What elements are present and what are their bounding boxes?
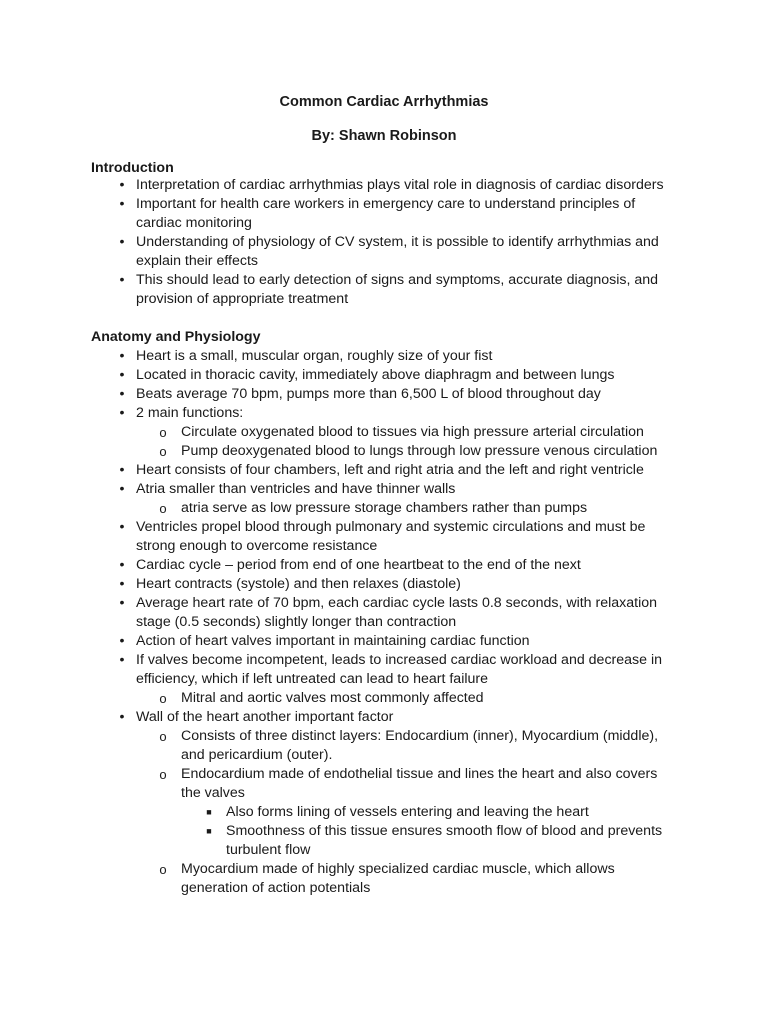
sub-sub-list-item-text: Smoothness of this tissue ensures smooth flow of blood and prevents turbulent flow [226, 823, 663, 858]
list-item-text: Located in thoracic cavity, immediately above diaphragm and between lungs [136, 367, 615, 383]
bullet-icon: • [119, 405, 125, 421]
list-item-text: Average heart rate of 70 bpm, each cardiac cycle lasts 0.8 seconds, with relaxation stage (0.5 seconds) slightly longer than contraction [136, 595, 658, 630]
sub-list-item-text: Endocardium made of endothelial tissue and lines the heart and also covers the valves [181, 766, 658, 801]
list-item-text: Important for health care workers in emergency care to understand principles of cardiac monitoring [136, 196, 636, 231]
document-author: By: Shawn Robinson [311, 128, 457, 144]
circle-bullet-icon: o [159, 444, 167, 459]
list-item [0, 518, 768, 556]
circle-bullet-icon: o [159, 729, 167, 744]
list-item-text: Wall of the heart another important factor [136, 709, 394, 725]
sub-sub-list-item-text: Also forms lining of vessels entering and leaving the heart [226, 804, 589, 820]
circle-bullet-icon: o [159, 501, 167, 516]
list-item [0, 385, 768, 404]
bullet-icon: • [119, 234, 125, 250]
list-item-text: 2 main functions: [136, 405, 244, 421]
circle-bullet-icon: o [159, 425, 167, 440]
bullet-icon: • [119, 481, 125, 497]
sub-sub-list-item [181, 803, 678, 822]
circle-bullet-icon: o [159, 862, 167, 877]
sub-list-item-text: Mitral and aortic valves most commonly affected [181, 690, 484, 706]
list-item [0, 176, 768, 195]
list-item [0, 632, 768, 651]
sub-sub-list [181, 803, 678, 860]
bullet-icon: • [119, 519, 125, 535]
section-heading-introduction: Introduction [91, 160, 174, 176]
bullet-icon: • [119, 196, 125, 212]
sub-list-item [136, 860, 678, 898]
sub-list-item [136, 423, 678, 442]
list-item-text: Understanding of physiology of CV system, it is possible to identify arrhythmias and explain their effects [136, 234, 659, 269]
section-heading-anatomy: Anatomy and Physiology [91, 329, 261, 345]
sub-list-item-text: Circulate oxygenated blood to tissues via high pressure arterial circulation [181, 424, 644, 440]
sub-list-item [136, 765, 678, 860]
list-item [0, 594, 768, 632]
bullet-icon: • [119, 462, 125, 478]
bullet-icon: • [119, 177, 125, 193]
sub-list-item-text: atria serve as low pressure storage chambers rather than pumps [181, 500, 588, 516]
list-item [0, 556, 768, 575]
document-title: Common Cardiac Arrhythmias [279, 94, 489, 110]
sub-list [136, 727, 678, 898]
list-item [0, 651, 768, 708]
list-item [0, 708, 768, 898]
bullet-icon: • [119, 386, 125, 402]
list-item-text: Beats average 70 bpm, pumps more than 6,500 L of blood throughout day [136, 386, 601, 402]
list-item-text: Heart consists of four chambers, left and right atria and the left and right ventricle [136, 462, 644, 478]
anatomy-list [0, 347, 768, 898]
list-item [0, 404, 768, 461]
list-item-text: Action of heart valves important in maintaining cardiac function [136, 633, 530, 649]
bullet-icon: • [119, 348, 125, 364]
bullet-icon: • [119, 595, 125, 611]
list-item [0, 195, 768, 233]
circle-bullet-icon: o [159, 691, 167, 706]
list-item [0, 461, 768, 480]
bullet-icon: • [119, 652, 125, 668]
sub-list-item [136, 499, 678, 518]
list-item-text: If valves become incompetent, leads to increased cardiac workload and decrease in efficiency, which if left untreated can lead to heart failure [136, 652, 663, 687]
list-item [0, 480, 768, 518]
list-item-text: Ventricles propel blood through pulmonary and systemic circulations and must be strong enough to overcome resistance [136, 519, 646, 554]
circle-bullet-icon: o [159, 767, 167, 782]
list-item [0, 366, 768, 385]
square-bullet-icon: ■ [206, 826, 212, 836]
list-item [0, 233, 768, 271]
introduction-list [0, 176, 768, 309]
sub-list-item-text: Consists of three distinct layers: Endocardium (inner), Myocardium (middle), and pericardium (outer). [181, 728, 659, 763]
bullet-icon: • [119, 709, 125, 725]
list-item [0, 271, 768, 309]
sub-list [136, 499, 678, 518]
sub-list-item-text: Myocardium made of highly specialized cardiac muscle, which allows generation of action potentials [181, 861, 615, 896]
bullet-icon: • [119, 633, 125, 649]
sub-list-item [136, 689, 678, 708]
sub-list-item [136, 442, 678, 461]
list-item-text: Heart is a small, muscular organ, roughly size of your fist [136, 348, 493, 364]
sub-sub-list-item [181, 822, 678, 860]
list-item-text: Cardiac cycle – period from end of one heartbeat to the end of the next [136, 557, 581, 573]
sub-list-item [136, 727, 678, 765]
list-item-text: Interpretation of cardiac arrhythmias plays vital role in diagnosis of cardiac disorders [136, 177, 664, 193]
sub-list-item-text: Pump deoxygenated blood to lungs through low pressure venous circulation [181, 443, 658, 459]
bullet-icon: • [119, 367, 125, 383]
list-item-text: Heart contracts (systole) and then relaxes (diastole) [136, 576, 461, 592]
square-bullet-icon: ■ [206, 807, 212, 817]
bullet-icon: • [119, 576, 125, 592]
bullet-icon: • [119, 557, 125, 573]
sub-list [136, 423, 678, 461]
bullet-icon: • [119, 272, 125, 288]
list-item-text: This should lead to early detection of signs and symptoms, accurate diagnosis, and provision of appropriate treatment [136, 272, 659, 307]
sub-list [136, 689, 678, 708]
list-item-text: Atria smaller than ventricles and have thinner walls [136, 481, 456, 497]
list-item [0, 347, 768, 366]
list-item [0, 575, 768, 594]
